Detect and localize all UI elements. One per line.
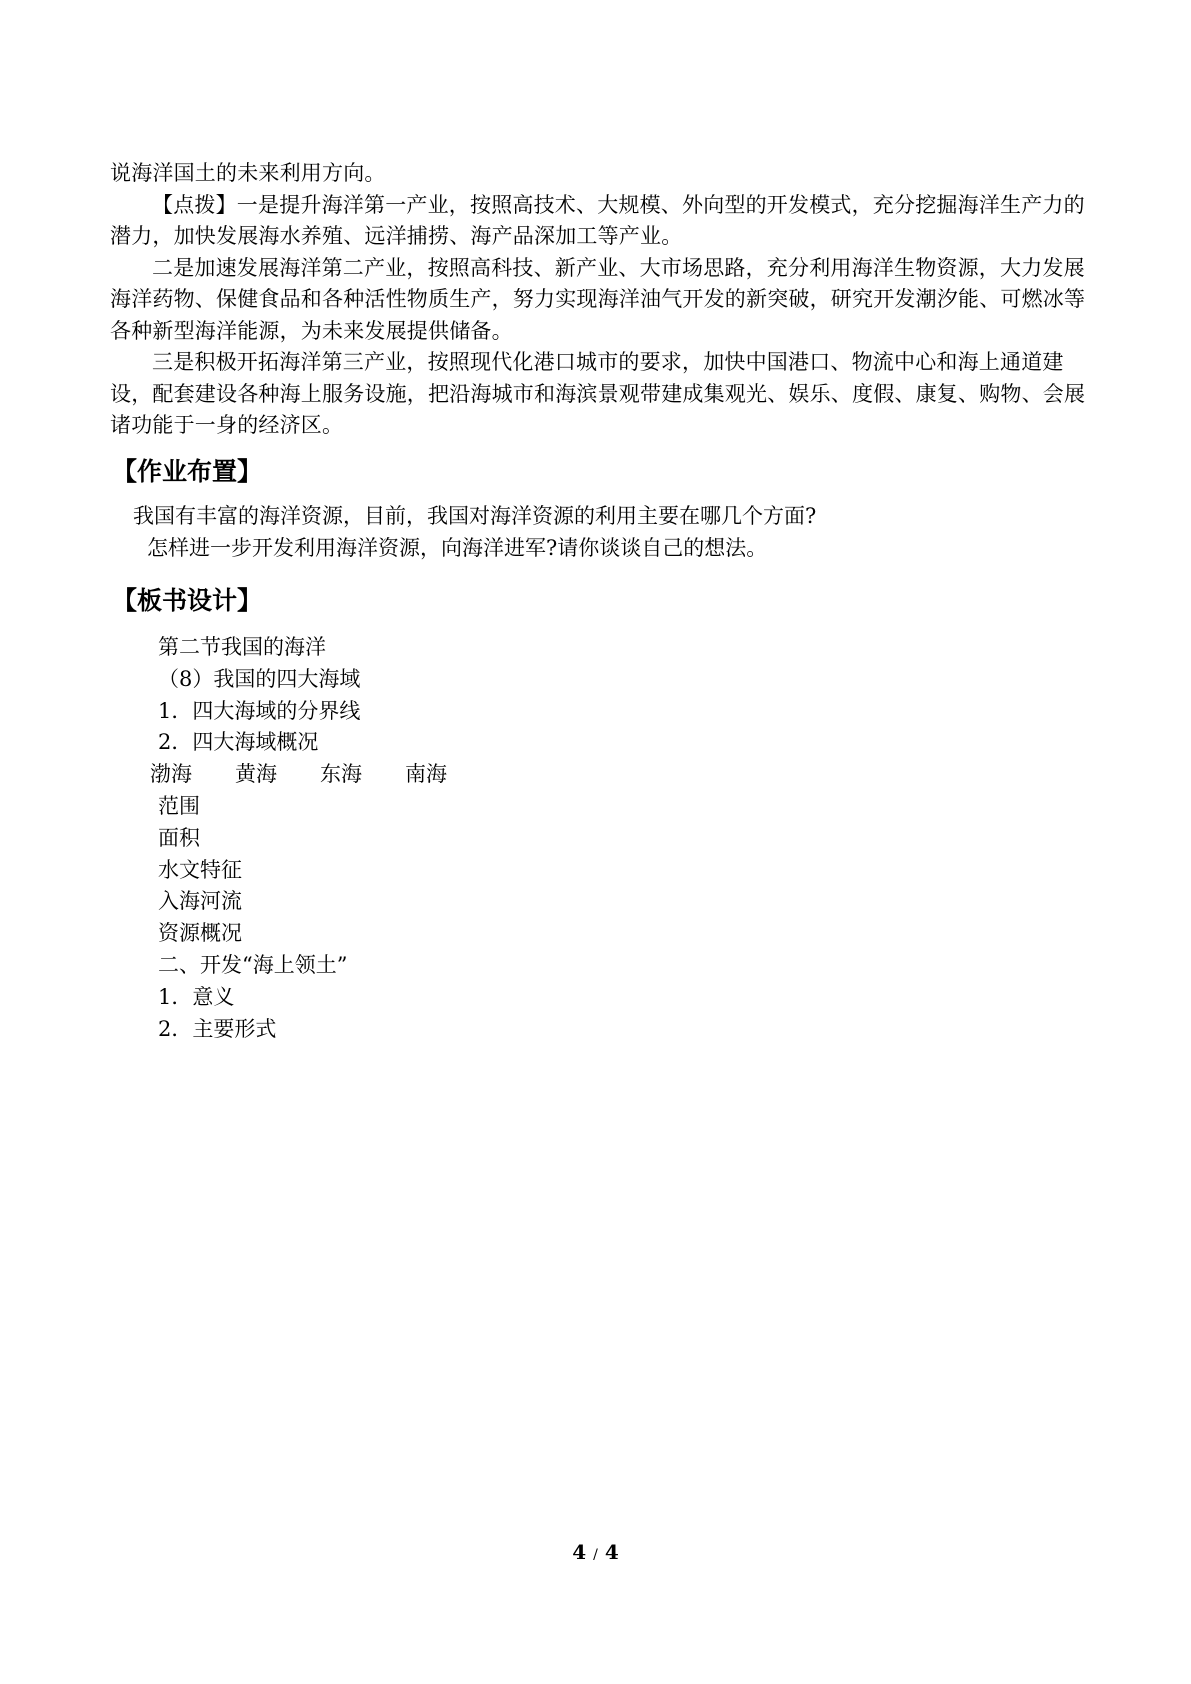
sea-donghai: 东海 — [320, 762, 362, 787]
page-current: 4 — [572, 1540, 587, 1564]
board-item-1: 1．四大海域的分界线 — [158, 698, 361, 723]
paragraph-continuation: 说海洋国土的未来利用方向。 — [110, 161, 386, 185]
body-paragraphs — [110, 158, 1088, 442]
sea-nanhai: 南海 — [405, 762, 447, 787]
paragraph-third-industry: 三是积极开拓海洋第三产业，按照现代化港口城市的要求，加快中国港口、物流中心和海上通道建设，配套建设各种海上服务设施，把沿海城市和海滨景观带建成集观光、娱乐、度假、康复、购物、会展诸功能于一身的经济区。 — [110, 350, 1086, 437]
page-number — [0, 1540, 1191, 1564]
board-item-2: 2．四大海域概况 — [158, 730, 319, 755]
paragraph-hint: 【点拨】一是提升海洋第一产业，按照高技术、大规模、外向型的开发模式，充分挖掘海洋生产力的潜力，加快发展海水养殖、远洋捕捞、海产品深加工等产业。 — [110, 192, 1085, 248]
board-part-title: （8）我国的四大海域 — [158, 666, 361, 691]
board-attr-hydrology: 水文特征 — [158, 857, 242, 882]
homework-question-2: 怎样进一步开发利用海洋资源，向海洋进军?请你谈谈自己的想法。 — [147, 536, 768, 560]
page-total: 4 — [604, 1540, 619, 1564]
board-attr-rivers: 入海河流 — [158, 889, 242, 914]
sea-huanghai: 黄海 — [235, 762, 277, 787]
sea-bohai: 渤海 — [150, 762, 192, 787]
board-part2-title: 二、开发“海上领土” — [158, 952, 348, 977]
board-attr-area: 面积 — [158, 825, 200, 850]
board-attr-scope: 范围 — [158, 793, 200, 818]
page-separator: / — [593, 1547, 598, 1563]
board-sub-2: 2．主要形式 — [158, 1016, 277, 1041]
board-section-title: 第二节我国的海洋 — [158, 635, 326, 659]
board-design-content — [150, 632, 490, 1045]
board-attr-resources: 资源概况 — [158, 921, 242, 946]
board-sub-1: 1．意义 — [158, 984, 235, 1009]
homework-heading: 【作业布置】 — [112, 457, 263, 486]
paragraph-second-industry: 二是加速发展海洋第二产业，按照高科技、新产业、大市场思路，充分利用海洋生物资源，大力发展海洋药物、保健食品和各种活性物质生产，努力实现海洋油气开发的新突破，研究开发潮汐能、可燃冰等各种新型海洋能源，为未来发展提供储备。 — [110, 255, 1086, 343]
board-design-heading: 【板书设计】 — [112, 586, 263, 615]
board-seas-row — [150, 759, 490, 791]
homework-question-1: 我国有丰富的海洋资源，目前，我国对海洋资源的利用主要在哪几个方面? — [133, 504, 817, 528]
